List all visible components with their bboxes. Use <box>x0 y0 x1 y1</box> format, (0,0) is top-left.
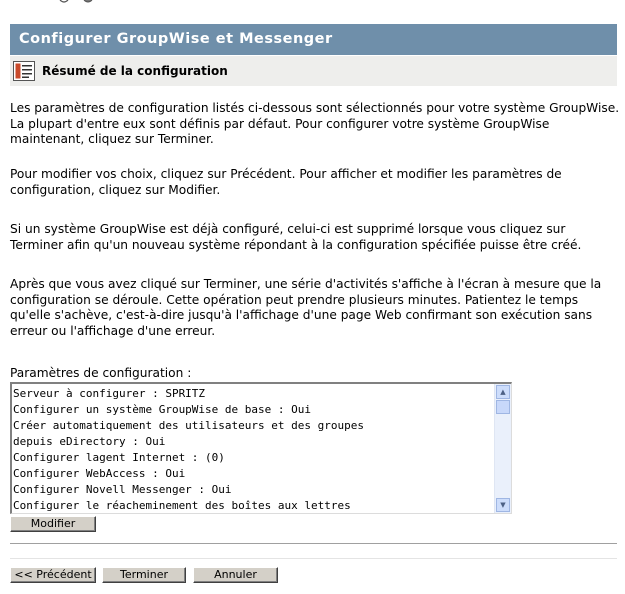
config-summary-listbox[interactable] <box>10 382 512 514</box>
divider <box>10 543 617 545</box>
intro-paragraph: Pour modifier vos choix, cliquez sur Précédent. Pour afficher et modifier les paramètres de configuration, cliquez sur Modifier. <box>10 167 562 197</box>
finish-button[interactable]: Terminer <box>102 567 186 583</box>
previous-button[interactable]: << Précédent <box>10 567 96 583</box>
intro-paragraph: Les paramètres de configuration listés ci-dessous sont sélectionnés pour votre système GroupWise. La plupart d'entre eux sont définis par défaut. Pour configurer votre système GroupWise maintenant, cliquez sur Terminer. <box>10 101 620 146</box>
page-title: Configurer GroupWise et Messenger <box>10 24 617 55</box>
intro-paragraph: Après que vous avez cliqué sur Terminer, une série d'activités s'affiche à l'écran à mesure que la configuration se déroule. Cette opération peut prendre plusieurs minutes. Patientez le temps qu'elle s'achève, c'est-à-dire jusqu'à l'affichage d'une page Web confirmant son exécution sans erreur ou l'affichage d'une erreur. <box>10 277 602 338</box>
section-title: Résumé de la configuration <box>42 64 228 78</box>
cancel-button[interactable]: Annuler <box>193 567 278 583</box>
scroll-up-arrow-icon[interactable]: ▲ <box>496 385 510 399</box>
section-header <box>10 56 617 86</box>
divider <box>10 558 617 559</box>
intro-paragraph: Si un système GroupWise est déjà configuré, celui-ci est supprimé lorsque vous cliquez sur Terminer afin qu'un nouveau système répondant à la configuration spécifiée puisse être créé. <box>10 222 582 252</box>
vertical-scrollbar[interactable] <box>494 384 511 513</box>
scroll-down-arrow-icon[interactable]: ▼ <box>496 498 510 512</box>
config-summary-text: Serveur à configurer : SPRITZ Configurer un système GroupWise de base : Oui Créer automatiquement des utilisateurs et des groupes depuis eDirectory : Oui Configurer lagent Internet : (0) Configurer WebAccess : Oui Configurer Novell Messenger : Oui Configurer le réacheminement des boîtes aux lettres <box>13 387 364 512</box>
summary-list-icon <box>13 61 35 81</box>
scroll-thumb[interactable] <box>496 400 510 414</box>
config-label: Paramètres de configuration : <box>10 366 192 380</box>
modify-button[interactable]: Modifier <box>10 516 96 532</box>
top-image-fragment <box>58 0 98 4</box>
